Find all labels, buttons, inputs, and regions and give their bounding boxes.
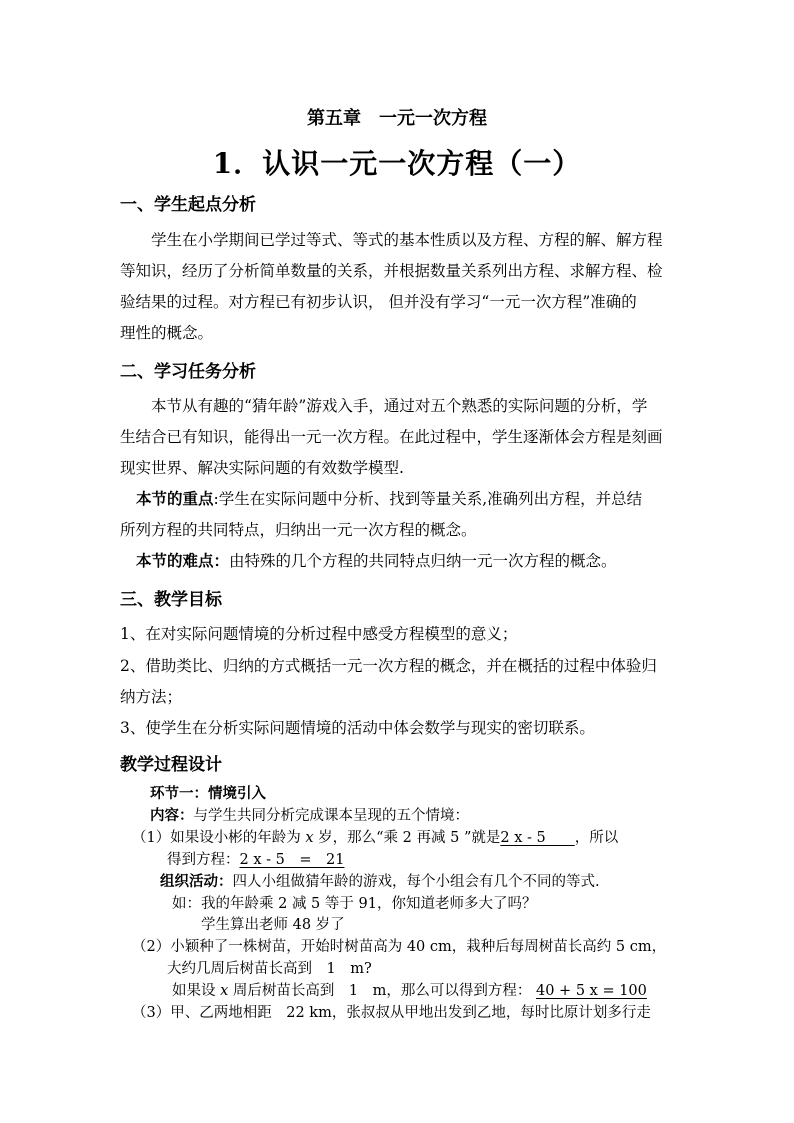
goal-2-cont: 纳方法； <box>120 688 183 706</box>
item1-line <box>132 826 618 847</box>
item1-text-b: 岁，那么“乘 2 再减 5 ”就是 <box>318 830 501 846</box>
org-text: 四人小组做猜年龄的游戏，每个小组会有几个不同的等式. <box>232 874 600 890</box>
section3-heading: 三、教学目标 <box>120 590 222 610</box>
difficulty-line <box>136 549 617 571</box>
key-point-text: :学生在实际问题中分析、找到等量关系,准确列出方程，并总结 <box>213 490 643 508</box>
item2-line: （2）小颖种了一株树苗，开始时树苗高为 40 cm，栽种后每周树苗长高约 5 cm， <box>132 939 667 955</box>
item2-line-3 <box>172 979 647 1000</box>
org-label: 组织活动： <box>160 873 233 890</box>
section2-line-3: 现实世界、解决实际问题的有效数学模型. <box>120 459 404 477</box>
goal-3: 3、使学生在分析实际问题情境的活动中体会数学与现实的密切联系。 <box>120 719 595 737</box>
item2-equation: 40 + 5 x = 100 <box>536 983 647 999</box>
section1-line-1: 学生在小学期间已学过等式、等式的基本性质以及方程、方程的解、解方程 <box>151 231 663 249</box>
example-line: 如：我的年龄乘 2 减 5 等于 91，你知道老师多大了吗？ <box>172 896 537 912</box>
section2-line-2: 生结合已有知识，能得出一元一次方程。在此过程中，学生逐渐体会方程是刻画 <box>120 428 663 446</box>
difficulty-text: 由特殊的几个方程的共同特点归纳一元一次方程的概念。 <box>229 552 617 570</box>
key-point-line <box>136 487 642 509</box>
item2-line-2: 大约几周后树苗长高到 1 m? <box>167 961 372 977</box>
design-heading: 教学过程设计 <box>120 755 222 775</box>
goal-1: 1、在对实际问题情境的分析过程中感受方程模型的意义； <box>120 625 518 643</box>
item1-equation: 2 x - 5 = 21 <box>239 852 345 868</box>
difficulty-label: 本节的难点： <box>136 551 230 570</box>
section1-heading: 一、学生起点分析 <box>120 195 256 215</box>
item1-var: x <box>305 830 314 846</box>
content-label: 内容： <box>150 807 194 824</box>
org-line <box>160 870 600 891</box>
key-point-line-2: 所列方程的共同特点，归纳出一元一次方程的概念。 <box>120 521 477 539</box>
item3-line: （3）甲、乙两地相距 22 km，张叔叔从甲地出发到乙地，每时比原计划多行走 <box>132 1005 651 1021</box>
section2-line-1: 本节从有趣的“猜年龄”游戏入手，通过对五个熟悉的实际问题的分析，学 <box>151 397 648 415</box>
item1-text-a: （1）如果设小彬的年龄为 <box>132 830 301 846</box>
item1-text-c: ，所以 <box>574 830 619 846</box>
lesson-title: 1．认识一元一次方程（一） <box>212 147 582 180</box>
item2-text-c: 如果设 <box>172 983 216 999</box>
content-line <box>150 804 469 825</box>
answer-line: 学生算出老师 48 岁了 <box>201 917 345 933</box>
step-label: 环节一：情境引入 <box>150 785 266 802</box>
item1-line-2 <box>167 848 344 869</box>
item2-var: x <box>220 983 229 999</box>
chapter-title: 第五章 一元一次方程 <box>307 108 487 129</box>
key-point-label: 本节的重点 <box>136 489 214 508</box>
section2-heading: 二、学习任务分析 <box>120 362 256 382</box>
item1-text-d: 得到方程： <box>167 852 240 868</box>
item1-blank: 2 x - 5 <box>500 830 575 846</box>
content-text: 与学生共同分析完成课本呈现的五个情境： <box>193 808 469 824</box>
goal-2: 2、借助类比、归纳的方式概括一元一次方程的概念，并在概括的过程中体验归 <box>120 657 657 675</box>
section1-line-3: 验结果的过程。对方程已有初步认识， 但并没有学习“一元一次方程”准确的 <box>120 293 637 311</box>
section1-line-4: 理性的概念。 <box>120 324 214 342</box>
section1-line-2: 等知识，经历了分析简单数量的关系，并根据数量关系列出方程、求解方程、检 <box>120 262 663 280</box>
item2-text-d: 周后树苗长高到 1 m，那么可以得到方程： <box>232 983 532 999</box>
